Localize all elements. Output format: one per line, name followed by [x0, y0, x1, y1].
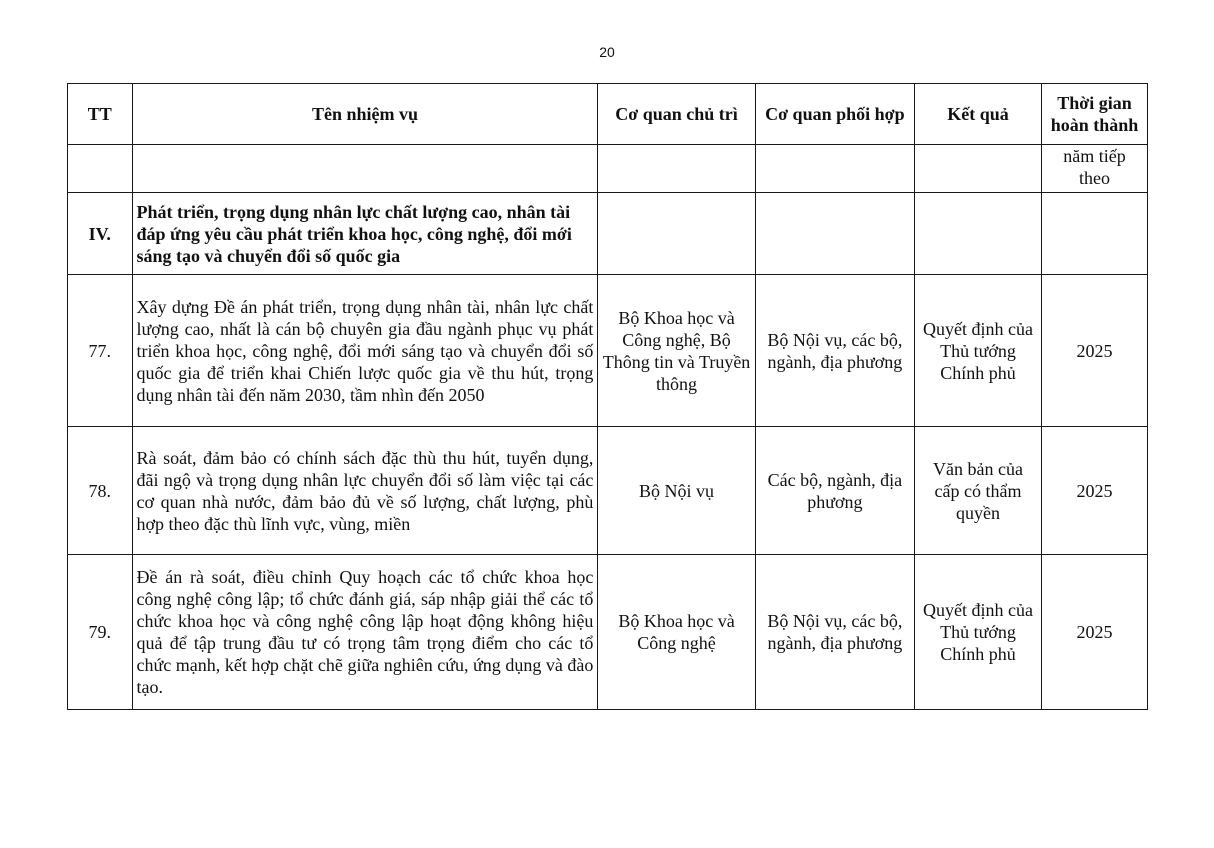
header-tt: TT	[68, 84, 133, 145]
row-task-name: Đề án rà soát, điều chỉnh Quy hoạch các tổ chức khoa học công nghệ công lập; tổ chức đánh giá, sáp nhập giải thể các tổ chức khoa học và công nghệ công lập hoạt động không hiệu quả để tập trung đầu tư có trọng tâm trọng điểm cho các tổ chức mạnh, kết hợp chặt chẽ giữa nghiên cứu, ứng dụng và đào tạo.	[132, 555, 598, 710]
row-coop-agency: Bộ Nội vụ, các bộ, ngành, địa phương	[755, 555, 914, 710]
page-number: 20	[599, 44, 615, 60]
table-header-row	[68, 84, 1148, 145]
table-row	[68, 275, 1148, 427]
section-row	[68, 193, 1148, 275]
section-result	[915, 193, 1042, 275]
section-lead	[598, 193, 755, 275]
row-result: Văn bản của cấp có thẩm quyền	[915, 427, 1042, 555]
section-title: Phát triển, trọng dụng nhân lực chất lượng cao, nhân tài đáp ứng yêu cầu phát triển khoa học, công nghệ, đổi mới sáng tạo và chuyển đổi số quốc gia	[132, 193, 598, 275]
header-coop-agency: Cơ quan phối hợp	[755, 84, 914, 145]
row-task-name: Rà soát, đảm bảo có chính sách đặc thù thu hút, tuyển dụng, đãi ngộ và trọng dụng nhân lực chuyển đổi số làm việc tại các cơ quan nhà nước, đảm bảo đủ về số lượng, chất lượng, phù hợp theo đặc thù lĩnh vực, vùng, miền	[132, 427, 598, 555]
header-result: Kết quả	[915, 84, 1042, 145]
continuation-row	[68, 145, 1148, 193]
section-coop	[755, 193, 914, 275]
row-task-name: Xây dựng Đề án phát triển, trọng dụng nhân tài, nhân lực chất lượng cao, nhất là cán bộ chuyên gia đầu ngành phục vụ phát triển khoa học, công nghệ, đổi mới sáng tạo và chuyển đổi số quốc gia để triển khai Chiến lược quốc gia về thu hút, trọng dụng nhân tài đến năm 2030, tầm nhìn đến 2050	[132, 275, 598, 427]
row-completion-time: 2025	[1042, 275, 1148, 427]
continuation-tt	[68, 145, 133, 193]
continuation-time: năm tiếp theo	[1042, 145, 1148, 193]
row-coop-agency: Bộ Nội vụ, các bộ, ngành, địa phương	[755, 275, 914, 427]
continuation-name	[132, 145, 598, 193]
row-lead-agency: Bộ Nội vụ	[598, 427, 755, 555]
section-time	[1042, 193, 1148, 275]
row-coop-agency: Các bộ, ngành, địa phương	[755, 427, 914, 555]
continuation-lead	[598, 145, 755, 193]
row-completion-time: 2025	[1042, 427, 1148, 555]
continuation-coop	[755, 145, 914, 193]
header-task-name: Tên nhiệm vụ	[132, 84, 598, 145]
row-tt: 79.	[68, 555, 133, 710]
table-row	[68, 427, 1148, 555]
table-row	[68, 555, 1148, 710]
row-tt: 77.	[68, 275, 133, 427]
header-completion-time: Thời gian hoàn thành	[1042, 84, 1148, 145]
task-table	[67, 83, 1148, 710]
header-lead-agency: Cơ quan chủ trì	[598, 84, 755, 145]
row-result: Quyết định của Thủ tướng Chính phủ	[915, 275, 1042, 427]
row-result: Quyết định của Thủ tướng Chính phủ	[915, 555, 1042, 710]
section-number: IV.	[68, 193, 133, 275]
row-lead-agency: Bộ Khoa học và Công nghệ	[598, 555, 755, 710]
row-tt: 78.	[68, 427, 133, 555]
row-lead-agency: Bộ Khoa học và Công nghệ, Bộ Thông tin và Truyền thông	[598, 275, 755, 427]
continuation-result	[915, 145, 1042, 193]
row-completion-time: 2025	[1042, 555, 1148, 710]
